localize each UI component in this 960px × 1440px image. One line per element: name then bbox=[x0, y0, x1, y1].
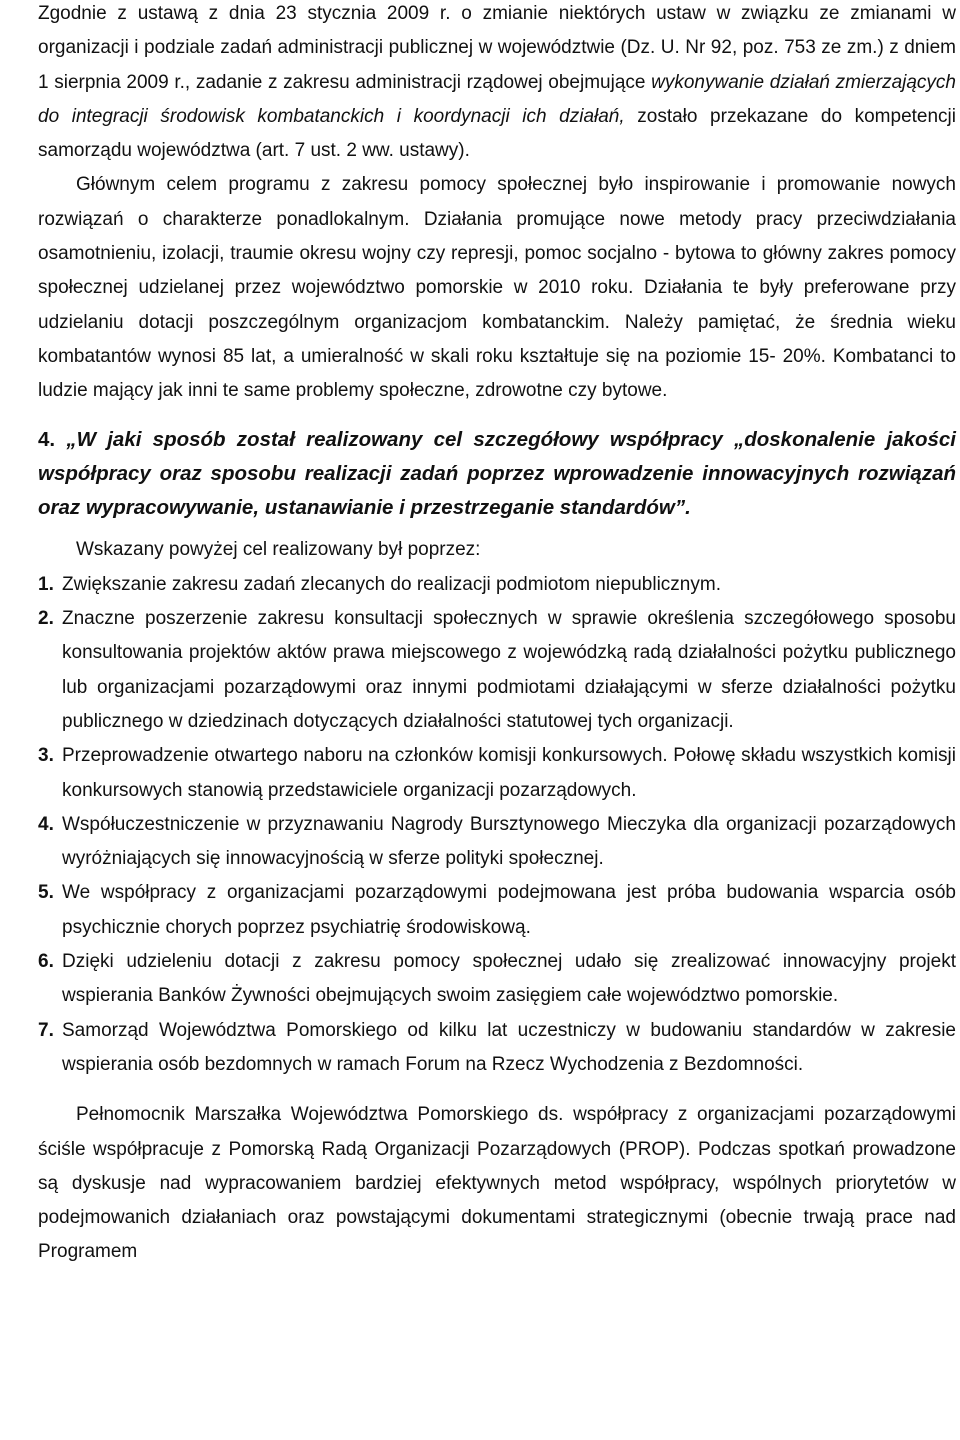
list-item-number: 1. bbox=[38, 573, 54, 595]
section-4-intro: Wskazany powyżej cel realizowany był poprzez: bbox=[76, 539, 481, 561]
list-item-number: 6. bbox=[38, 951, 54, 973]
section-4-title: „W jaki sposób został realizowany cel szczegółowy współpracy „doskonalenie jakości współpracy oraz sposobu realizacji zadań poprzez wprowadzenie innowacyjnych rozwiązań oraz wypracowywanie, ustanawianie i przestrzeganie standardów”. bbox=[38, 427, 956, 520]
list-item bbox=[38, 945, 956, 1014]
list-item-number: 5. bbox=[38, 882, 54, 904]
list-item-number: 7. bbox=[38, 1019, 54, 1041]
paragraph-legal-basis-italic: wykonywanie działań zmierzających do integracji środowisk kombatanckich i koordynacji ich działań, bbox=[38, 71, 957, 127]
paragraph-legal-basis-text-c: zostało przekazane do kompetencji samorządu województwa (art. 7 ust. 2 ww. ustawy). bbox=[38, 105, 956, 162]
section-4-heading bbox=[38, 423, 956, 526]
document-page bbox=[38, 0, 956, 1270]
paragraph-legal-basis bbox=[38, 0, 956, 168]
list-item-text: Znaczne poszerzenie zakresu konsultacji społecznych w sprawie określenia szczegółowego sposobu konsultowania projektów aktów prawa miejscowego z wojewódzką radą działalności pożytku publicznego lub organizacjami pozarządowymi oraz innymi podmiotami działającymi w sferze działalności pożytku publicznego w dziedzinach dotyczących działalności statutowej tych organizacji. bbox=[62, 608, 956, 732]
list-item-number: 4. bbox=[38, 813, 54, 835]
section-spacer bbox=[38, 1082, 956, 1098]
list-item bbox=[38, 739, 956, 808]
list-item bbox=[38, 876, 956, 945]
list-item-number: 2. bbox=[38, 608, 54, 630]
list-item-text: Zwiększanie zakresu zadań zlecanych do realizacji podmiotom niepublicznym. bbox=[62, 573, 721, 595]
list-item bbox=[38, 568, 956, 602]
list-item-number: 3. bbox=[38, 745, 54, 767]
list-item-text: Samorząd Województwa Pomorskiego od kilku lat uczestniczy w budowaniu standardów w zakresie wspierania osób bezdomnych w ramach Forum na Rzecz Wychodzenia z Bezdomności. bbox=[62, 1019, 956, 1075]
list-item-text: We współpracy z organizacjami pozarządowymi podejmowana jest próba budowania wsparcia osób psychicznie chorych poprzez psychiatrię środowiskową. bbox=[62, 882, 956, 938]
list-item bbox=[38, 602, 956, 739]
paragraph-program-goal: Głównym celem programu z zakresu pomocy społecznej było inspirowanie i promowanie nowych rozwiązań o charakterze ponadlokalnym. Działania promujące nowe metody pracy przeciwdziałania osamotnieniu, izolacji, traumie okresu wojny czy represji, pomoc socjalno - bytowa to główny zakres pomocy społecznej udzielanej przez województwo pomorskie w 2010 roku. Działania te były preferowane przy udzielaniu dotacji poszczególnym organizacjom kombatanckim. Należy pamiętać, że średnia wieku kombatantów wynosi 85 lat, a umieralność w skali roku kształtuje się na poziomie 15- 20%. Kombatanci to ludzie mający jak inni te same problemy społeczne, zdrowotne czy bytowe. bbox=[38, 174, 956, 402]
list-item-text: Przeprowadzenie otwartego naboru na członków komisji konkursowych. Połowę składu wszystkich komisji konkursowych stanowią przedstawiciele organizacji pozarządowych. bbox=[62, 745, 956, 801]
list-item-text: Dzięki udzieleniu dotacji z zakresu pomocy społecznej udało się zrealizować innowacyjny projekt wspierania Banków Żywności obejmujących swoim zasięgiem całe województwo pomorskie. bbox=[62, 951, 956, 1007]
list-item bbox=[38, 808, 956, 877]
list-item-text: Współuczestniczenie w przyznawaniu Nagrody Bursztynowego Mieczyka dla organizacji pozarządowych wyróżniających się innowacyjnością w sferze polityki społecznej. bbox=[62, 813, 956, 870]
list-item bbox=[38, 1014, 956, 1083]
paragraph-legal-basis-text-a: Zgodnie z ustawą z dnia 23 stycznia 2009 r. o zmianie niektórych ustaw w związku ze zmianami w organizacji i podziale zadań administracji publicznej w województwie (Dz. U. Nr 92, poz. 753 ze zm.) z dniem 1 sierpnia 2009 r., zadanie z zakresu administracji rządowej obejmujące bbox=[38, 3, 956, 93]
section-4-number: 4. bbox=[38, 427, 56, 451]
section-4-list bbox=[38, 568, 956, 1082]
paragraph-plenipotentiary: Pełnomocnik Marszałka Województwa Pomorskiego ds. współpracy z organizacjami pozarządowymi ściśle współpracuje z Pomorską Radą Organizacji Pozarządowych (PROP). Podczas spotkań prowadzone są dyskusje nad wypracowaniem bardziej efektywnych metod współpracy, wspólnych priorytetów w podejmowanich działaniach oraz powstającymi dokumentami strategicznymi (obecnie trwają prace nad Programem bbox=[38, 1104, 956, 1263]
